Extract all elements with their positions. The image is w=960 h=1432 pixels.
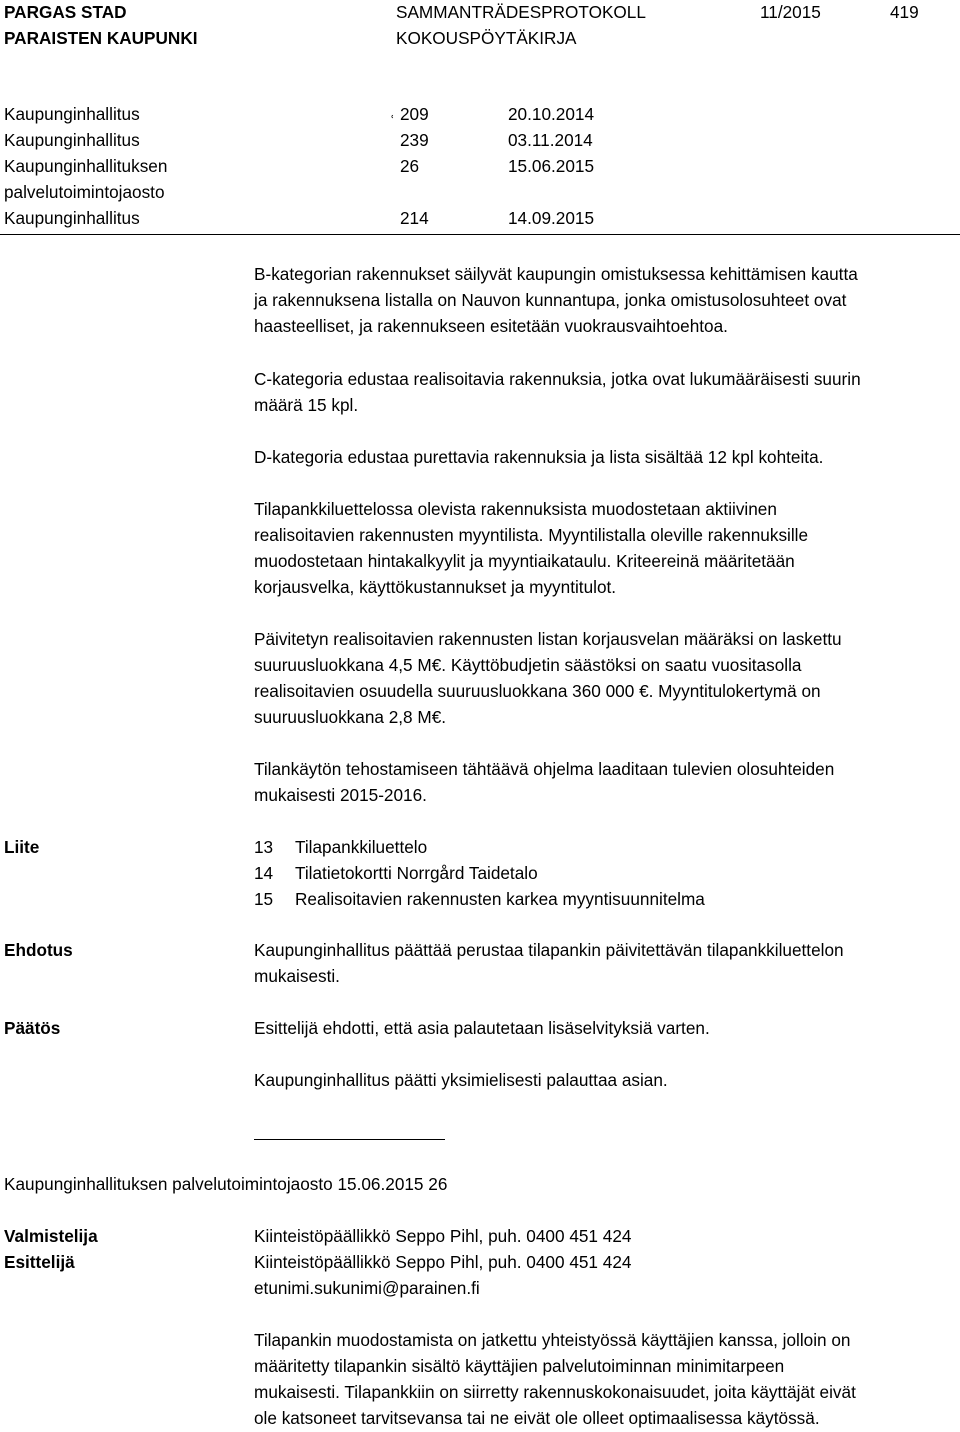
paragraph-line: Päivitetyn realisoitavien rakennusten listan korjausvelan määräksi on laskettu (254, 629, 842, 649)
paatos-label: Päätös (4, 1018, 61, 1038)
attachment-number: 13 (254, 837, 274, 857)
paragraph-line: suuruusluokkana 4,5 M€. Käyttöbudjetin säästöksi on saatu vuositasolla (254, 655, 802, 675)
history-body: palvelutoimintojaosto (4, 182, 165, 202)
attachment-number: 14 (254, 863, 274, 883)
paragraph-line: määrä 15 kpl. (254, 395, 359, 415)
attachment-title: Tilapankkiluettelo (295, 837, 428, 857)
paragraph-line: C-kategoria edustaa realisoitavia rakennuksia, jotka ovat lukumääräisesti suurin (254, 369, 861, 389)
history-divider (0, 234, 960, 235)
paragraph-line: realisoitavien rakennusten myyntilista. Myyntilistalla oleville rakennuksille (254, 525, 809, 545)
paragraph-line: B-kategorian rakennukset säilyvät kaupungin omistuksessa kehittämisen kautta (254, 264, 858, 284)
paragraph-line: D-kategoria edustaa purettavia rakennuksia ja lista sisältää 12 kpl kohteita. (254, 447, 824, 467)
paragraph-line: Tilapankin muodostamista on jatkettu yhteistyössä käyttäjien kanssa, jolloin on (254, 1330, 851, 1350)
history-num: 214 (400, 208, 429, 228)
section-separator (254, 1139, 445, 1140)
org-name-fi: PARGAS STAD (4, 2, 127, 22)
history-body: Kaupunginhallitus (4, 208, 140, 228)
history-tick: ˓ (388, 103, 396, 123)
valmistelija-label: Valmistelija (4, 1226, 98, 1246)
paragraph-line: haasteelliset, ja rakennukseen esitetään vuokrausvaihtoehtoa. (254, 316, 728, 336)
attachment-title: Tilatietokortti Norrgård Taidetalo (295, 863, 538, 883)
attachment-title: Realisoitavien rakennusten karkea myyntisuunnitelma (295, 889, 705, 909)
history-date: 20.10.2014 (508, 104, 595, 124)
page-number: 419 (890, 2, 919, 22)
history-date: 15.06.2015 (508, 156, 595, 176)
proposal-line: Kaupunginhallitus päättää perustaa tilapankin päivitettävän tilapankkiluettelon (254, 940, 844, 960)
paragraph-line: muodostetaan hintakalkyylit ja myyntiaikataulu. Kriteereinä määritetään (254, 551, 795, 571)
paragraph-line: ja rakennuksena listalla on Nauvon kunnantupa, jonka omistusolosuhteet ovat (254, 290, 847, 310)
paragraph-line: mukaisesti. Tilapankkiin on siirretty rakennuskokonaisuudet, joita käyttäjät eivät (254, 1382, 856, 1402)
org-name-sv: PARAISTEN KAUPUNKI (4, 28, 198, 48)
proposal-line: mukaisesti. (254, 966, 340, 986)
paragraph-line: suuruusluokkana 2,8 M€. (254, 707, 447, 727)
section-heading: Kaupunginhallituksen palvelutoimintojaosto 15.06.2015 26 (4, 1174, 448, 1194)
liite-label: Liite (4, 837, 40, 857)
history-date: 14.09.2015 (508, 208, 595, 228)
ehdotus-label: Ehdotus (4, 940, 73, 960)
history-date: 03.11.2014 (508, 130, 593, 150)
email-address: etunimi.sukunimi@parainen.fi (254, 1278, 480, 1298)
attachment-number: 15 (254, 889, 274, 909)
paragraph-line: ole katsoneet tarvitsevansa tai ne eivät ole olleet optimaalisessa käytössä. (254, 1408, 820, 1428)
doc-type-fi: KOKOUSPÖYTÄKIRJA (396, 28, 577, 48)
esittelija-label: Esittelijä (4, 1252, 75, 1272)
history-num: 209 (400, 104, 429, 124)
paragraph-line: Tilapankkiluettelossa olevista rakennuksista muodostetaan aktiivinen (254, 499, 777, 519)
paragraph-line: määritetty tilapankin sisältö käyttäjien palvelutoiminnan minimitarpeen (254, 1356, 785, 1376)
history-num: 239 (400, 130, 429, 150)
decision-line: Kaupunginhallitus päätti yksimielisesti palauttaa asian. (254, 1070, 668, 1090)
decision-line: Esittelijä ehdotti, että asia palautetaan lisäselvityksiä varten. (254, 1018, 710, 1038)
esittelija-value: Kiinteistöpäällikkö Seppo Pihl, puh. 0400 451 424 (254, 1252, 632, 1272)
history-body: Kaupunginhallituksen (4, 156, 168, 176)
paragraph-line: mukaisesti 2015-2016. (254, 785, 427, 805)
paragraph-line: realisoitavien osuudella suuruusluokkana 360 000 €. Myyntitulokertymä on (254, 681, 821, 701)
history-num: 26 (400, 156, 420, 176)
doc-type-sv: SAMMANTRÄDESPROTOKOLL (396, 2, 646, 22)
history-body: Kaupunginhallitus (4, 104, 140, 124)
valmistelija-value: Kiinteistöpäällikkö Seppo Pihl, puh. 0400 451 424 (254, 1226, 632, 1246)
paragraph-line: Tilankäytön tehostamiseen tähtäävä ohjelma laaditaan tulevien olosuhteiden (254, 759, 835, 779)
issue-number: 11/2015 (760, 2, 821, 22)
history-body: Kaupunginhallitus (4, 130, 140, 150)
paragraph-line: korjausvelka, käyttökustannukset ja myyntitulot. (254, 577, 617, 597)
